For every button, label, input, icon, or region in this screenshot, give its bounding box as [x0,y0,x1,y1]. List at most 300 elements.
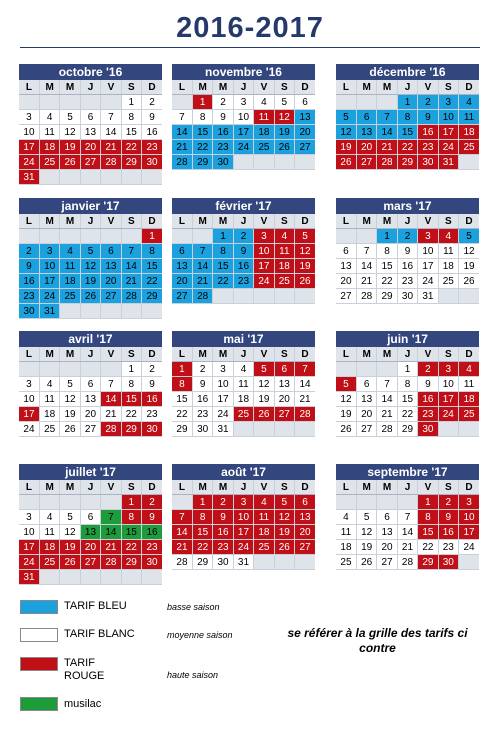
day-cell: 22 [142,274,162,289]
empty-cell [101,229,121,244]
weekday-label: S [121,80,141,95]
empty-cell [438,289,458,304]
month-calendar [172,198,315,304]
day-cell: 17 [418,259,438,274]
day-cell: 4 [459,362,479,377]
day-cell: 1 [397,362,417,377]
empty-cell [101,570,121,585]
day-cell: 4 [39,110,59,125]
day-cell: 4 [254,495,274,510]
day-cell: 30 [397,289,417,304]
day-cell: 12 [80,259,100,274]
day-cell: 9 [418,377,438,392]
day-cell: 7 [172,510,192,525]
day-cell: 19 [274,525,294,540]
weekday-label: L [19,347,39,362]
weekday-label: M [39,80,59,95]
day-cell: 22 [192,140,212,155]
day-cell: 23 [192,407,212,422]
day-cell: 20 [356,140,376,155]
day-cell: 2 [233,229,253,244]
day-cell: 15 [172,392,192,407]
empty-cell [80,229,100,244]
weekday-label: V [418,80,438,95]
day-cell: 25 [254,540,274,555]
month-calendar [19,464,162,585]
day-cell: 7 [356,244,376,259]
day-cell: 6 [101,244,121,259]
empty-cell [142,170,162,185]
day-cell: 16 [418,125,438,140]
day-cell: 21 [377,407,397,422]
day-cell: 27 [377,555,397,570]
day-cell: 9 [418,110,438,125]
weekday-label: M [60,80,80,95]
day-cell: 11 [254,110,274,125]
day-cell: 3 [254,229,274,244]
weekday-label: D [459,80,479,95]
day-cell: 24 [233,540,253,555]
day-cell: 6 [80,377,100,392]
day-cell: 15 [121,125,141,140]
month-calendar [172,464,315,570]
day-cell: 22 [377,274,397,289]
weekday-label: J [233,480,253,495]
day-cell: 25 [274,274,294,289]
weekday-label: V [418,480,438,495]
day-cell: 21 [121,274,141,289]
legend-desc-rouge: haute saison [167,670,219,680]
empty-cell [377,495,397,510]
weekday-label: M [377,214,397,229]
day-cell: 27 [336,289,356,304]
day-cell: 24 [459,540,479,555]
day-cell: 22 [213,274,233,289]
day-cell: 1 [192,95,212,110]
empty-cell [438,422,458,437]
day-cell: 26 [254,407,274,422]
day-cell: 2 [19,244,39,259]
day-cell: 19 [336,407,356,422]
day-cell: 22 [121,407,141,422]
weekday-label: V [254,214,274,229]
day-cell: 8 [121,377,141,392]
day-cell: 15 [121,525,141,540]
day-cell: 1 [121,95,141,110]
day-cell: 26 [60,422,80,437]
day-cell: 21 [172,540,192,555]
day-cell: 7 [101,110,121,125]
day-cell: 27 [295,140,315,155]
day-cell: 10 [19,392,39,407]
day-cell: 25 [254,140,274,155]
month-header: août '17 [172,464,315,480]
weekday-label: S [121,214,141,229]
day-cell: 18 [336,540,356,555]
day-cell: 25 [336,555,356,570]
day-cell: 3 [418,229,438,244]
day-cell: 2 [438,495,458,510]
day-cell: 10 [254,244,274,259]
day-cell: 11 [39,125,59,140]
weekday-label: S [274,214,294,229]
empty-cell [356,362,376,377]
weekday-label: V [418,214,438,229]
day-cell: 6 [172,244,192,259]
month-header: septembre '17 [336,464,479,480]
day-cell: 5 [356,510,376,525]
day-cell: 18 [39,140,59,155]
weekday-label: V [254,80,274,95]
weekday-label: S [438,480,458,495]
day-cell: 8 [192,110,212,125]
empty-cell [60,570,80,585]
day-cell: 18 [274,259,294,274]
day-cell: 28 [172,155,192,170]
empty-cell [101,304,121,319]
day-cell: 8 [192,510,212,525]
weekday-label: D [142,347,162,362]
legend-desc-bleu: basse saison [167,602,220,612]
empty-cell [101,495,121,510]
day-cell: 24 [19,422,39,437]
day-cell: 26 [60,555,80,570]
day-cell: 18 [39,407,59,422]
day-cell: 22 [418,540,438,555]
day-cell: 25 [459,140,479,155]
weekday-label: L [172,347,192,362]
day-cell: 31 [19,570,39,585]
month-calendar [336,64,479,170]
legend-desc-blanc: moyenne saison [167,630,233,640]
day-cell: 4 [233,362,253,377]
day-cell: 1 [418,495,438,510]
day-cell: 3 [233,495,253,510]
day-cell: 4 [274,229,294,244]
month-calendar [19,331,162,437]
day-cell: 9 [142,110,162,125]
day-cell: 19 [254,392,274,407]
empty-cell [121,229,141,244]
day-cell: 27 [356,155,376,170]
day-cell: 13 [101,259,121,274]
day-cell: 4 [336,510,356,525]
month-calendar [172,331,315,437]
empty-cell [19,362,39,377]
day-cell: 15 [192,525,212,540]
day-cell: 3 [19,510,39,525]
day-cell: 30 [418,155,438,170]
day-cell: 6 [80,110,100,125]
day-cell: 5 [274,495,294,510]
month-calendar [172,64,315,170]
day-cell: 14 [377,392,397,407]
weekday-label: S [438,214,458,229]
day-cell: 29 [192,555,212,570]
day-cell: 18 [233,392,253,407]
day-cell: 23 [213,140,233,155]
day-cell: 26 [274,540,294,555]
month-header: octobre '16 [19,64,162,80]
day-cell: 23 [418,140,438,155]
weekday-label: D [295,80,315,95]
day-cell: 27 [356,422,376,437]
day-cell: 23 [142,140,162,155]
day-cell: 4 [60,244,80,259]
weekday-label: M [60,347,80,362]
day-cell: 25 [39,422,59,437]
weekday-label: D [459,480,479,495]
day-cell: 10 [459,510,479,525]
weekday-label: D [142,480,162,495]
day-cell: 24 [438,140,458,155]
day-cell: 9 [213,510,233,525]
day-cell: 3 [438,362,458,377]
weekday-label: M [39,214,59,229]
day-cell: 16 [19,274,39,289]
empty-cell [121,304,141,319]
weekday-label: D [295,214,315,229]
empty-cell [142,570,162,585]
day-cell: 24 [213,407,233,422]
day-cell: 28 [377,155,397,170]
day-cell: 13 [356,392,376,407]
empty-cell [19,495,39,510]
empty-cell [233,289,253,304]
day-cell: 1 [121,495,141,510]
empty-cell [397,495,417,510]
day-cell: 16 [397,259,417,274]
day-cell: 18 [60,274,80,289]
weekday-label: M [213,480,233,495]
month-header: janvier '17 [19,198,162,214]
day-cell: 23 [418,407,438,422]
empty-cell [101,95,121,110]
day-cell: 11 [274,244,294,259]
day-cell: 16 [213,525,233,540]
day-cell: 23 [142,407,162,422]
weekday-label: V [254,480,274,495]
day-cell: 30 [438,555,458,570]
day-cell: 12 [60,392,80,407]
day-cell: 18 [254,125,274,140]
empty-cell [60,229,80,244]
tariff-note: se référer à la grille des tarifs ci contre [287,626,468,655]
day-cell: 19 [274,125,294,140]
day-cell: 22 [172,407,192,422]
day-cell: 7 [121,244,141,259]
day-cell: 13 [172,259,192,274]
empty-cell [274,155,294,170]
day-cell: 16 [233,259,253,274]
day-cell: 21 [356,274,376,289]
weekday-label: L [19,214,39,229]
day-cell: 28 [295,407,315,422]
empty-cell [60,170,80,185]
day-cell: 28 [192,289,212,304]
day-cell: 29 [418,555,438,570]
day-cell: 3 [19,110,39,125]
weekday-label: J [397,80,417,95]
day-cell: 7 [172,110,192,125]
day-cell: 22 [121,140,141,155]
day-cell: 21 [101,540,121,555]
day-cell: 6 [356,377,376,392]
day-cell: 18 [459,392,479,407]
empty-cell [80,170,100,185]
day-cell: 1 [142,229,162,244]
weekday-label: L [172,214,192,229]
weekday-label: M [356,347,376,362]
day-cell: 13 [356,125,376,140]
day-cell: 28 [101,555,121,570]
weekday-label: M [60,214,80,229]
day-cell: 1 [213,229,233,244]
day-cell: 17 [459,525,479,540]
day-cell: 11 [459,110,479,125]
day-cell: 24 [233,140,253,155]
day-cell: 2 [418,95,438,110]
day-cell: 31 [39,304,59,319]
day-cell: 9 [192,377,212,392]
day-cell: 21 [192,274,212,289]
day-cell: 10 [213,377,233,392]
empty-cell [233,155,253,170]
legend-swatch-rouge [20,657,58,671]
day-cell: 14 [172,525,192,540]
weekday-label: M [356,480,376,495]
day-cell: 27 [80,555,100,570]
empty-cell [172,95,192,110]
empty-cell [80,570,100,585]
weekday-label: S [121,347,141,362]
day-cell: 5 [60,110,80,125]
day-cell: 10 [438,110,458,125]
empty-cell [336,362,356,377]
weekday-label: M [377,347,397,362]
day-cell: 5 [60,377,80,392]
month-calendar [336,331,479,437]
day-cell: 5 [459,229,479,244]
day-cell: 5 [274,95,294,110]
empty-cell [377,95,397,110]
day-cell: 8 [172,377,192,392]
day-cell: 19 [459,259,479,274]
weekday-label: V [101,214,121,229]
day-cell: 7 [101,510,121,525]
day-cell: 27 [80,155,100,170]
day-cell: 16 [213,125,233,140]
day-cell: 21 [172,140,192,155]
day-cell: 1 [192,495,212,510]
empty-cell [39,170,59,185]
day-cell: 17 [39,274,59,289]
weekday-label: L [336,214,356,229]
day-cell: 21 [397,540,417,555]
weekday-label: M [39,347,59,362]
day-cell: 25 [60,289,80,304]
empty-cell [377,362,397,377]
weekday-label: M [192,214,212,229]
day-cell: 8 [377,244,397,259]
month-header: juillet '17 [19,464,162,480]
empty-cell [101,170,121,185]
day-cell: 26 [295,274,315,289]
day-cell: 14 [397,525,417,540]
day-cell: 1 [121,362,141,377]
weekday-label: L [336,480,356,495]
day-cell: 9 [233,244,253,259]
empty-cell [60,495,80,510]
day-cell: 16 [192,392,212,407]
day-cell: 22 [397,140,417,155]
day-cell: 29 [121,422,141,437]
empty-cell [254,555,274,570]
day-cell: 21 [377,140,397,155]
empty-cell [60,362,80,377]
weekday-label: L [336,80,356,95]
month-header: mars '17 [336,198,479,214]
day-cell: 13 [80,125,100,140]
month-header: novembre '16 [172,64,315,80]
day-cell: 12 [274,510,294,525]
day-cell: 26 [336,422,356,437]
day-cell: 7 [192,244,212,259]
day-cell: 8 [213,244,233,259]
empty-cell [459,289,479,304]
empty-cell [172,229,192,244]
empty-cell [80,362,100,377]
empty-cell [142,304,162,319]
day-cell: 31 [233,555,253,570]
day-cell: 3 [213,362,233,377]
day-cell: 19 [60,407,80,422]
day-cell: 19 [295,259,315,274]
day-cell: 15 [142,259,162,274]
day-cell: 20 [377,540,397,555]
weekday-label: J [80,80,100,95]
day-cell: 19 [60,540,80,555]
weekday-label: V [101,480,121,495]
day-cell: 10 [233,510,253,525]
weekday-label: S [274,347,294,362]
day-cell: 4 [459,95,479,110]
day-cell: 16 [418,392,438,407]
day-cell: 6 [80,510,100,525]
weekday-label: S [438,80,458,95]
legend-label-bleu: TARIF BLEU [64,600,127,612]
day-cell: 27 [80,422,100,437]
day-cell: 28 [377,422,397,437]
empty-cell [274,555,294,570]
day-cell: 28 [101,422,121,437]
day-cell: 2 [397,229,417,244]
day-cell: 31 [418,289,438,304]
day-cell: 24 [418,274,438,289]
day-cell: 8 [397,377,417,392]
empty-cell [254,422,274,437]
day-cell: 3 [39,244,59,259]
empty-cell [39,495,59,510]
day-cell: 14 [172,125,192,140]
weekday-label: L [19,80,39,95]
day-cell: 15 [377,259,397,274]
legend-swatch-blanc [20,628,58,642]
day-cell: 27 [295,540,315,555]
weekday-label: D [459,347,479,362]
day-cell: 31 [19,170,39,185]
day-cell: 30 [142,155,162,170]
